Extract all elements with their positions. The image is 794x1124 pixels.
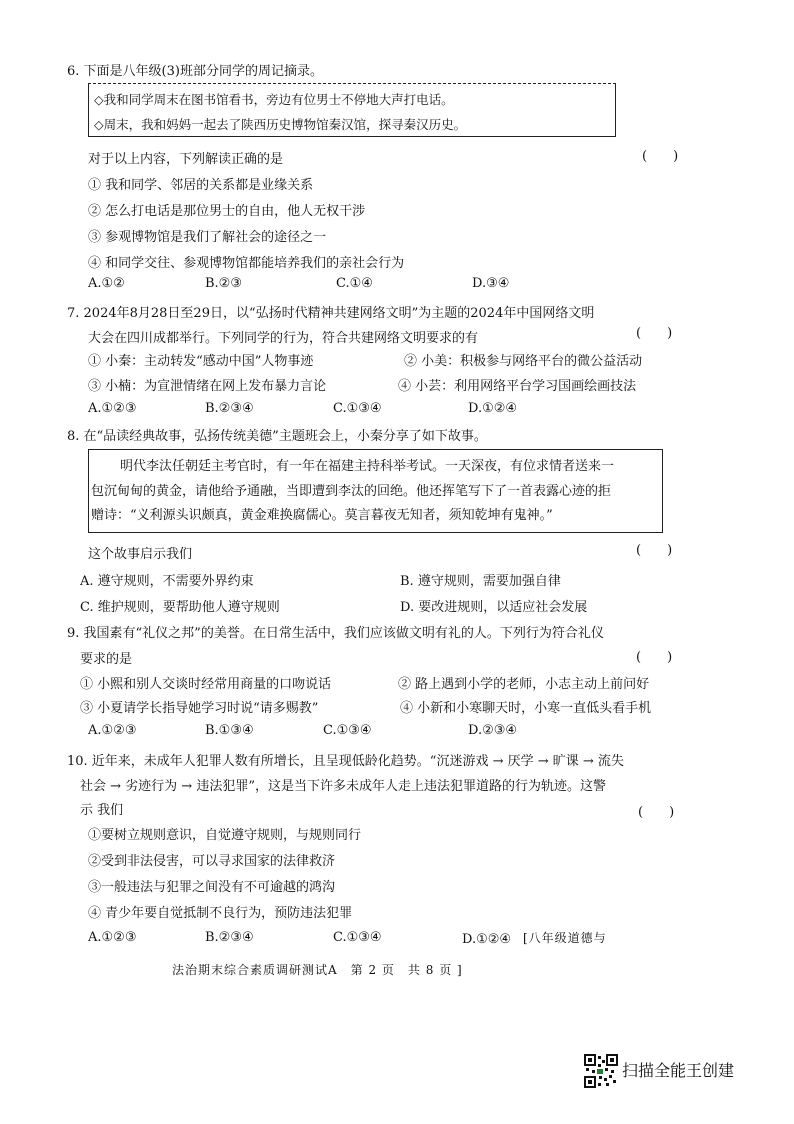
q9-option-d: D.②③④ bbox=[468, 723, 518, 738]
q7-item-2: ② 小美：积极参与网络平台的微公益活动 bbox=[404, 354, 643, 369]
q8-option-d: D. 要改进规则，以适应社会发展 bbox=[400, 600, 588, 615]
q6-quote-line-1: ◇我和同学周末在图书馆看书，旁边有位男士不停地大声打电话。 bbox=[94, 92, 454, 107]
q6-option-d: D.③④ bbox=[472, 276, 510, 291]
q7-item-1: ① 小秦：主动转发“感动中国”人物事迹 bbox=[88, 354, 314, 369]
q8-story-line-3: 赠诗：“义利源头识颇真，黄金难换腐儒心。莫言暮夜无知者，须知乾坤有鬼神。” bbox=[91, 508, 553, 523]
q10-item-3: ③一般违法与犯罪之间没有不可逾越的鸿沟 bbox=[88, 880, 336, 895]
q6-option-a: A.①② bbox=[88, 276, 125, 291]
q10-item-1: ①要树立规则意识，自觉遵守规则，与规则同行 bbox=[88, 828, 362, 843]
q10-stem-line-3: 示 我们 bbox=[80, 803, 124, 818]
q9-item-4: ④ 小新和小寒聊天时，小寒一直低头看手机 bbox=[400, 701, 652, 716]
q9-option-a: A.①②③ bbox=[88, 723, 137, 738]
q8-story-line-1: 明代李汰任朝廷主考官时，有一年在福建主持科举考试。一天深夜，有位求情者送来一 bbox=[120, 459, 615, 474]
q10-item-4: ④ 青少年要自觉抵制不良行为，预防违法犯罪 bbox=[88, 906, 353, 921]
q8-option-b: B. 遵守规则，需要加强自律 bbox=[400, 574, 561, 589]
q8-option-a: A. 遵守规则，不需要外界约束 bbox=[80, 574, 254, 589]
q6-item-3: ③ 参观博物馆是我们了解社会的途径之一 bbox=[88, 230, 327, 245]
q6-quote-line-2: ◇周末，我和妈妈一起去了陕西历史博物馆秦汉馆，探寻秦汉历史。 bbox=[94, 117, 467, 132]
q6-item-2: ② 怎么打电话是那位男士的自由，他人无权干涉 bbox=[88, 204, 366, 219]
footer-title-part-1: [八年级道德与 bbox=[523, 931, 607, 945]
q10-answer-paren: ( ) bbox=[638, 805, 675, 820]
q9-item-3: ③ 小夏请学长指导她学习时说“请多赐教” bbox=[80, 701, 319, 716]
q7-answer-paren: ( ) bbox=[636, 326, 673, 341]
q8-story-line-2: 包沉甸甸的黄金，请他给予通融，当即遭到李汰的回绝。他还挥笔写下了一首表露心迹的拒 bbox=[91, 484, 612, 499]
q7-stem-line-1: 7. 2024年8月28日至29日，以“弘扬时代精神共建网络文明”为主题的2024年中国网络文明 bbox=[67, 306, 595, 321]
q10-stem-line-2: 社会 → 劣迹行为 → 违法犯罪”，这是当下许多未成年人走上违法犯罪道路的行为轨迹。这警 bbox=[80, 779, 606, 794]
q6-option-b: B.②③ bbox=[205, 276, 242, 291]
q6-item-1: ① 我和同学、邻居的关系都是业缘关系 bbox=[88, 178, 314, 193]
q9-answer-paren: ( ) bbox=[636, 650, 673, 665]
q8-stem: 8. 在“品读经典故事，弘扬传统美德”主题班会上，小秦分享了如下故事。 bbox=[67, 429, 487, 444]
q10-option-d: D.①②④ bbox=[462, 932, 512, 947]
q7-option-d: D.①②④ bbox=[468, 401, 518, 416]
q10-stem-line-1: 10. 近年来，未成年人犯罪人数有所增长，且呈现低龄化趋势。“沉迷游戏 → 厌学 → 旷课 → 流失 bbox=[67, 754, 624, 769]
q9-option-c: C.①③④ bbox=[323, 723, 372, 738]
scanner-brand-text: 扫描全能王创建 bbox=[622, 1061, 735, 1080]
q7-option-a: A.①②③ bbox=[88, 401, 137, 416]
q10-option-a: A.①②③ bbox=[88, 930, 137, 945]
q8-question: 这个故事启示我们 bbox=[88, 547, 193, 562]
q7-option-b: B.②③④ bbox=[205, 401, 254, 416]
q9-item-2: ② 路上遇到小学的老师，小志主动上前问好 bbox=[398, 677, 650, 692]
q10-item-2: ②受到非法侵害，可以寻求国家的法律救济 bbox=[88, 854, 336, 869]
q7-option-c: C.①③④ bbox=[333, 401, 382, 416]
q6-question: 对于以上内容，下列解读正确的是 bbox=[88, 152, 284, 167]
q8-option-c: C. 维护规则，要帮助他人遵守规则 bbox=[80, 600, 280, 615]
q7-stem-line-2: 大会在四川成都举行。下列同学的行为，符合共建网络文明要求的有 bbox=[88, 331, 479, 346]
q7-item-3: ③ 小楠：为宣泄情绪在网上发布暴力言论 bbox=[88, 379, 327, 394]
q8-answer-paren: ( ) bbox=[636, 543, 673, 558]
q6-option-c: C.①④ bbox=[336, 276, 373, 291]
footer-title-part-2: 法治期末综合素质调研测试A 第 2 页 共 8 页 ] bbox=[172, 963, 463, 977]
q9-stem-line-2: 要求的是 bbox=[80, 652, 133, 667]
qr-code-icon bbox=[584, 1054, 618, 1088]
q7-item-4: ④ 小芸：利用网络平台学习国画绘画技法 bbox=[398, 379, 637, 394]
q9-item-1: ① 小熙和别人交谈时经常用商量的口吻说话 bbox=[80, 677, 332, 692]
q10-option-c: C.①③④ bbox=[333, 930, 382, 945]
q9-stem-line-1: 9. 我国素有“礼仪之邦”的美誉。在日常生活中，我们应该做文明有礼的人。下列行为符合礼仪 bbox=[67, 626, 604, 641]
q6-answer-paren: ( ) bbox=[642, 149, 679, 164]
q10-option-b: B.②③④ bbox=[205, 930, 254, 945]
q9-option-b: B.①③④ bbox=[205, 723, 254, 738]
q6-item-4: ④ 和同学交往、参观博物馆都能培养我们的亲社会行为 bbox=[88, 256, 405, 271]
q6-stem: 6. 下面是八年级(3)班部分同学的周记摘录。 bbox=[67, 64, 323, 79]
